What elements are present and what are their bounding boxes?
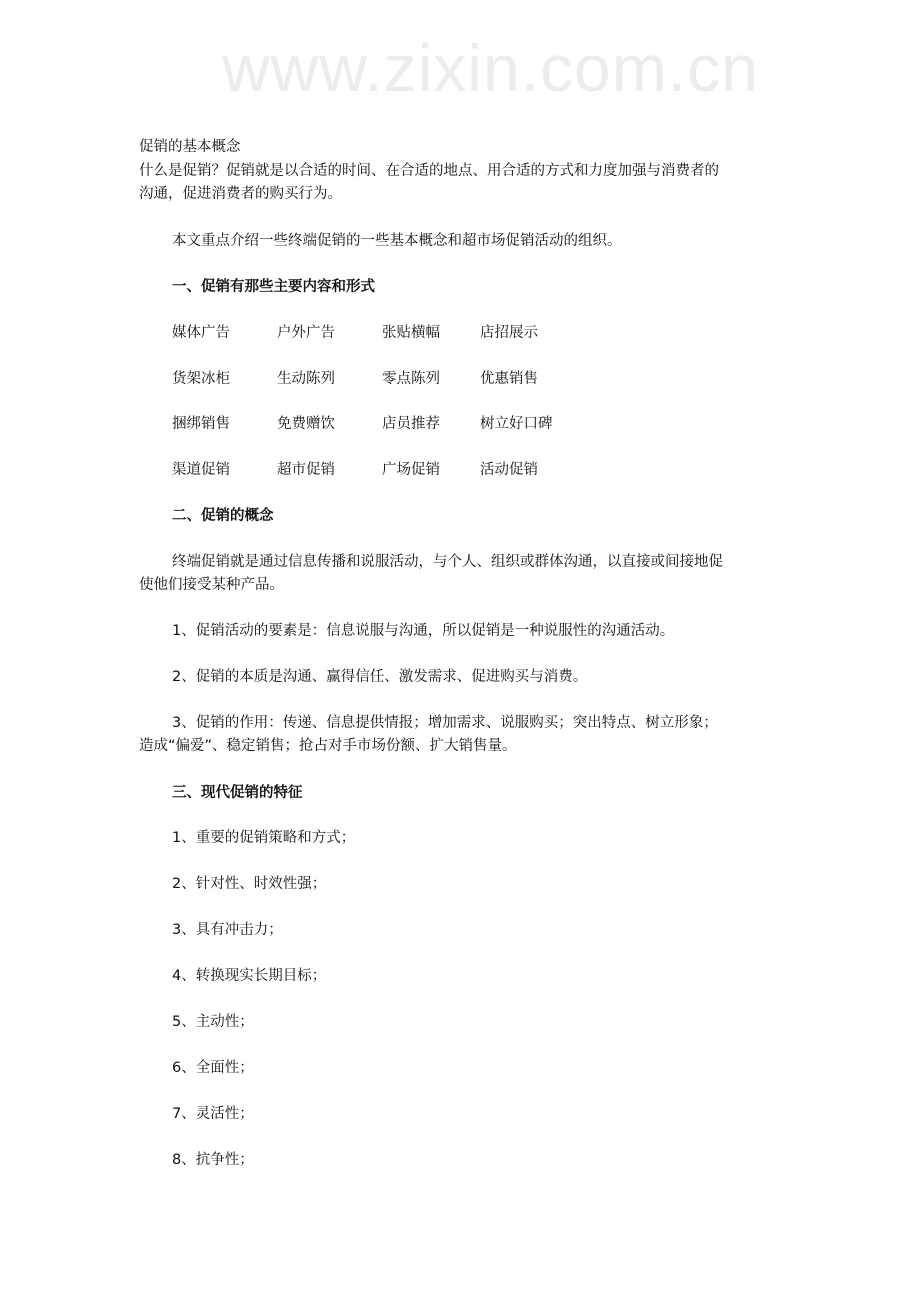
promotion-form-item: 店招展示 (480, 325, 538, 341)
promotion-form-item: 货架冰柜 (172, 371, 230, 387)
feature-item: 5、主动性； (172, 1014, 254, 1030)
concept-item-3-line-2: 造成“偏爱”、稳定销售；抢占对手市场份额、扩大销售量。 (139, 738, 517, 754)
feature-item: 4、转换现实长期目标； (172, 968, 327, 984)
section-1-heading: 一、促销有那些主要内容和形式 (172, 279, 375, 295)
promotion-form-item: 广场促销 (382, 462, 440, 478)
watermark: www.zixin.com.cn (222, 31, 759, 105)
concept-paragraph-line-1: 终端促销就是通过信息传播和说服活动，与个人、组织或群体沟通，以直接或间接地促 (172, 554, 723, 570)
intro-paragraph: 本文重点介绍一些终端促销的一些基本概念和超市场促销活动的组织。 (172, 233, 622, 249)
promotion-form-item: 树立好口碑 (480, 416, 553, 432)
concept-item-1: 1、促销活动的要素是：信息说服与沟通，所以促销是一种说服性的沟通活动。 (172, 623, 675, 639)
feature-item: 3、具有冲击力； (172, 922, 283, 938)
promotion-form-item: 店员推荐 (382, 416, 440, 432)
feature-item: 2、针对性、时效性强； (172, 876, 327, 892)
promotion-form-item: 优惠销售 (480, 371, 538, 387)
promotion-form-item: 户外广告 (277, 325, 335, 341)
feature-item: 8、抗争性； (172, 1152, 254, 1168)
feature-item: 6、全面性； (172, 1060, 254, 1076)
promotion-form-item: 活动促销 (480, 462, 538, 478)
promotion-form-item: 零点陈列 (382, 371, 440, 387)
definition-line-1: 什么是促销？促销就是以合适的时间、在合适的地点、用合适的方式和力度加强与消费者的 (139, 163, 719, 179)
definition-line-2: 沟通，促进消费者的购买行为。 (139, 186, 342, 202)
promotion-form-item: 捆绑销售 (172, 416, 230, 432)
document-title: 促销的基本概念 (139, 139, 241, 155)
section-2-heading: 二、促销的概念 (172, 508, 274, 524)
concept-paragraph-line-2: 使他们接受某种产品。 (139, 577, 284, 593)
promotion-form-item: 免费赠饮 (277, 416, 335, 432)
concept-item-3-line-1: 3、促销的作用：传递、信息提供情报；增加需求、说服购买；突出特点、树立形象； (172, 715, 718, 731)
promotion-form-item: 张贴横幅 (382, 325, 440, 341)
concept-item-2: 2、促销的本质是沟通、赢得信任、激发需求、促进购买与消费。 (172, 669, 588, 685)
promotion-form-item: 媒体广告 (172, 325, 230, 341)
feature-item: 1、重要的促销策略和方式； (172, 830, 356, 846)
section-3-heading: 三、现代促销的特征 (172, 785, 303, 801)
promotion-form-item: 渠道促销 (172, 462, 230, 478)
feature-item: 7、灵活性； (172, 1106, 254, 1122)
promotion-form-item: 生动陈列 (277, 371, 335, 387)
promotion-form-item: 超市促销 (277, 462, 335, 478)
